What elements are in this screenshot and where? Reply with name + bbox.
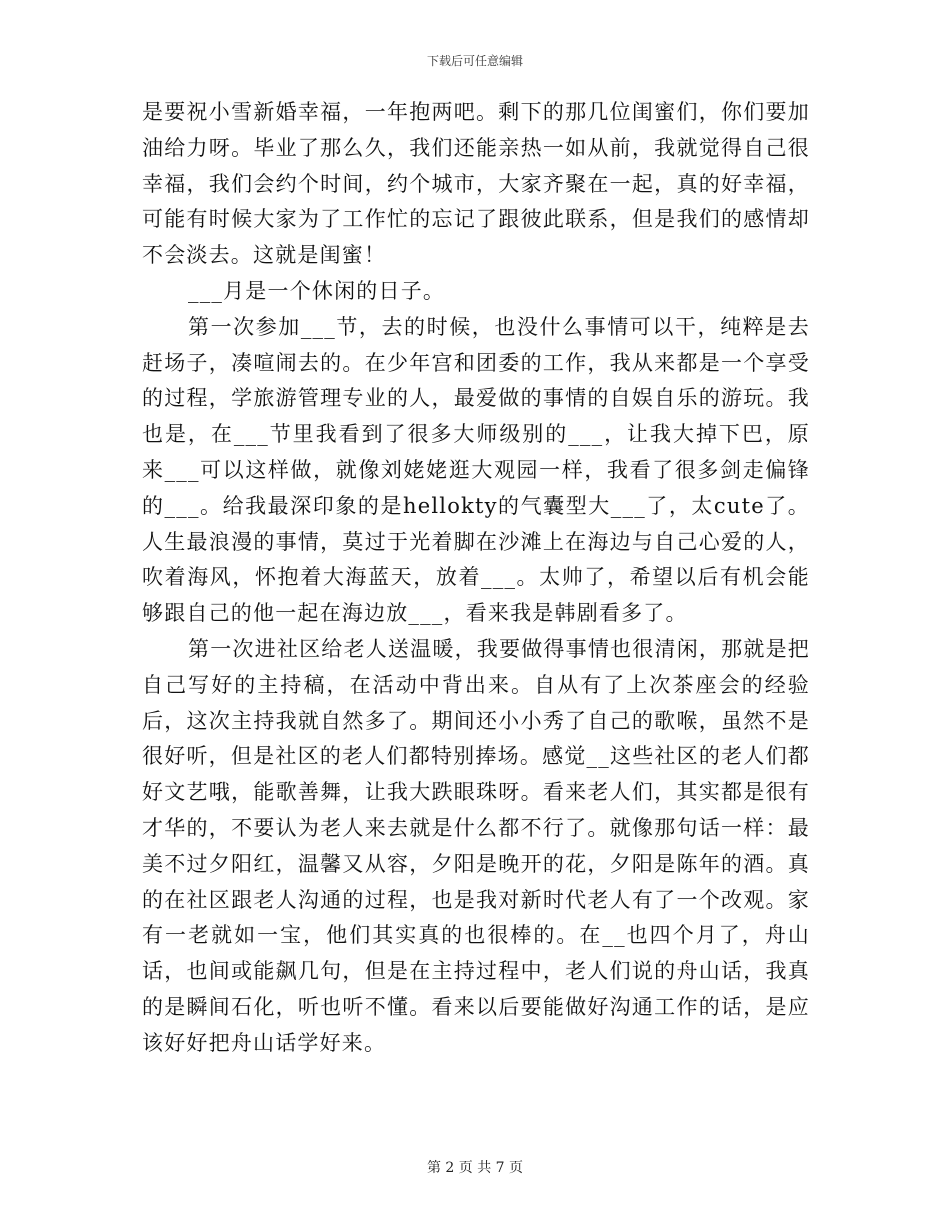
paragraph-3: 第一次参加___节，去的时候，也没什么事情可以干，纯粹是去赶场子，凑喧闹去的。在少年宫和团委的工作，我从来都是一个享受的过程，学旅游管理专业的人，最爱做的事情的自娱自乐的游玩。我也是，在___节里我看到了很多大师级别的___，让我大掉下巴，原来___可以这样做，就像刘姥姥逛大观园一样，我看了很多剑走偏锋的___。给我最深印象的是hellokty的气囊型大___了，太cute了。人生最浪漫的事情，莫过于光着脚在沙滩上在海边与自己心爱的人，吹着海风，怀抱着大海蓝天，放着___。太帅了，希望以后有机会能够跟自己的他一起在海边放___，看来我是韩剧看多了。 — [142, 314, 810, 626]
paragraph-2: ___月是一个休闲的日子。 — [188, 278, 446, 303]
document-body — [142, 95, 810, 1062]
paragraph-4: 第一次进社区给老人送温暖，我要做得事情也很清闲，那就是把自己写好的主持稿，在活动中背出来。自从有了上次茶座会的经验后，这次主持我就自然多了。期间还小小秀了自己的歌喉，虽然不是很好听，但是社区的老人们都特别捧场。感觉__这些社区的老人们都好文艺哦，能歌善舞，让我大跌眼珠呀。看来老人们，其实都是很有才华的，不要认为老人来去就是什么都不行了。就像那句话一样：最美不过夕阳红，温馨又从容，夕阳是晚开的花，夕阳是陈年的酒。真的在社区跟老人沟通的过程，也是我对新时代老人有了一个改观。家有一老就如一宝，他们其实真的也很棒的。在__也四个月了，舟山话，也间或能飙几句，但是在主持过程中，老人们说的舟山话，我真的是瞬间石化，听也听不懂。看来以后要能做好沟通工作的话，是应该好好把舟山话学好来。 — [142, 636, 810, 1055]
page-footer: 第 2 页 共 7 页 — [426, 1160, 524, 1176]
paragraph-1: 是要祝小雪新婚幸福，一年抱两吧。剩下的那几位闺蜜们，你们要加油给力呀。毕业了那么久，我们还能亲热一如从前，我就觉得自己很幸福，我们会约个时间，约个城市，大家齐聚在一起，真的好幸福，可能有时候大家为了工作忙的忘记了跟彼此联系，但是我们的感情却不会淡去。这就是闺蜜！ — [142, 100, 810, 268]
page-header: 下载后可任意编辑 — [426, 54, 523, 68]
